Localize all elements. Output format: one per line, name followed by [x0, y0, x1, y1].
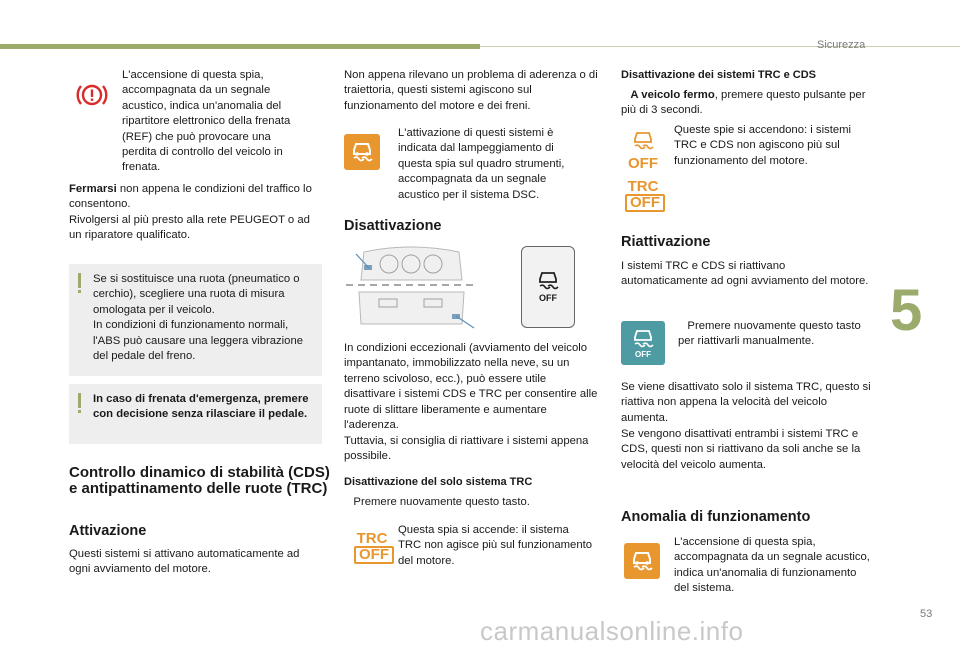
stability-control-icon: [624, 543, 660, 579]
wheel-note-box: [69, 264, 322, 376]
trc-only-result-text: Questa spia si accende: il sistema TRC non agisce più sul funzionamento del motore.: [398, 524, 593, 567]
cds-off-warning-icon: [627, 131, 659, 171]
off-label: OFF: [628, 155, 658, 172]
trc-off-button-icon[interactable]: [621, 321, 665, 365]
off-label: OFF: [635, 350, 651, 359]
trc-off-warning-icon: [625, 179, 661, 212]
header-accent-bar: [0, 44, 480, 49]
contact-dealer-text: Rivolgersi al più presto alla rete PEUGEOT o ad un riparatore qualificato.: [69, 214, 310, 242]
abs-vibration-text: In condizioni di funzionamento normali, l'ABS può causare una leggera vibrazione del pedale del freno.: [93, 319, 304, 363]
wheel-note-text: Se si sostituisce una ruota (pneumatico o cerchio), scegliere una ruota di misura omologata per il veicolo.: [93, 273, 300, 316]
dashboard-illustration: [344, 244, 479, 332]
info-icon: [78, 393, 81, 408]
both-bullet-text: , premere questo pulsante per più di 3 secondi.: [621, 89, 866, 117]
info-icon: [78, 273, 81, 288]
emergency-note-text: In caso di frenata d'emergenza, premere con decisione senza rilasciare il pedale.: [93, 393, 309, 421]
both-deactivation-bullet: [621, 88, 875, 119]
reactivate-advice-text: Tuttavia, si consiglia di riattivare i sistemi appena possibile.: [344, 435, 589, 463]
both-deactivation-result: Queste spie si accendono: i sistemi TRC e CDS non agiscono più sul funzionamento del motore.: [674, 124, 852, 167]
trc-only-bullet-text: Premere nuovamente questo tasto.: [353, 496, 530, 508]
page-number: 53: [920, 608, 933, 620]
section-label: Sicurezza: [817, 39, 866, 51]
reactivation-bullet-text: Premere nuovamente questo tasto per riattivarli manualmente.: [678, 320, 861, 348]
trc-off-button[interactable]: [521, 246, 575, 328]
trc-label: TRC: [356, 530, 388, 547]
exceptional-conditions-text: In condizioni eccezionali (avviamento del veicolo impantanato, immobilizzato nella neve, su un terreno scivoloso, ecc.), può essere utile disattivare i sistemi CDS e TRC per consentire alle ruote di slittare liberamente e aumentare l'aderenza.: [344, 342, 598, 432]
stability-control-icon: [534, 271, 562, 291]
stability-control-icon: [344, 134, 380, 170]
off-box: OFF: [625, 194, 665, 212]
dsc-text: L'attivazione di questi sistemi è indicata dal lampeggiamento di questa spia sul quadro strumenti, accompagnata da un segnale acustico per il sistema DSC.: [398, 127, 565, 201]
stop-bold: Fermarsi: [69, 183, 117, 195]
emergency-note-box: [69, 384, 322, 444]
deactivation-title: Disattivazione: [344, 218, 442, 234]
both-no-reset-text: Se vengono disattivati entrambi i sistemi TRC e CDS, questi non si riattivano da soli anche se la velocità del veicolo aumenta.: [621, 428, 861, 471]
trc-label: TRC: [627, 178, 659, 195]
stop-text: non appena le condizioni del traffico lo consentono.: [69, 183, 312, 211]
trc-only-bullet: [344, 495, 600, 510]
off-box: OFF: [354, 546, 394, 564]
both-deactivation-title: Disattivazione dei sistemi TRC e CDS: [621, 69, 816, 81]
trc-only-title: Disattivazione del solo sistema TRC: [344, 476, 533, 488]
vehicle-stopped-bold: A veicolo fermo: [630, 89, 715, 101]
reactivation-bullet: [678, 319, 868, 350]
reactivation-title: Riattivazione: [621, 234, 711, 250]
brake-warning-text: L'accensione di questa spia, accompagnata da un segnale acustico, indica un'anomalia del ripartitore elettronico della frenata (REF) che può provocare una perdita di controllo del veicolo in frenata.: [122, 69, 291, 174]
chapter-number: 5: [890, 278, 923, 343]
intro-text: Non appena rilevano un problema di aderenza o di traiettoria, questi sistemi agiscono sul funzionamento del motore e dei freni.: [344, 69, 598, 112]
fault-title: Anomalia di funzionamento: [621, 509, 811, 525]
trc-auto-reset-text: Se viene disattivato solo il sistema TRC, questo si riattiva non appena la velocità del veicolo aumenta.: [621, 381, 871, 424]
activation-text: Questi sistemi si attivano automaticamente ad ogni avviamento del motore.: [69, 548, 300, 576]
brake-warning-icon: [76, 80, 108, 110]
activation-title: Attivazione: [69, 523, 147, 539]
off-label: OFF: [539, 293, 557, 303]
stop-instruction: [69, 182, 323, 213]
cds-trc-title: Controllo dinamico di stabilità (CDS) e antipattinamento delle ruote (TRC): [69, 464, 330, 497]
reactivation-text: I sistemi TRC e CDS si riattivano automaticamente ad ogni avviamento del motore.: [621, 260, 869, 288]
header-rule: [480, 46, 960, 47]
watermark: carmanualsonline.info: [480, 616, 744, 646]
trc-off-warning-icon: [354, 531, 390, 564]
fault-text: L'accensione di questa spia, accompagnata da un segnale acustico, indica un'anomalia di funzionamento del sistema.: [674, 536, 870, 595]
